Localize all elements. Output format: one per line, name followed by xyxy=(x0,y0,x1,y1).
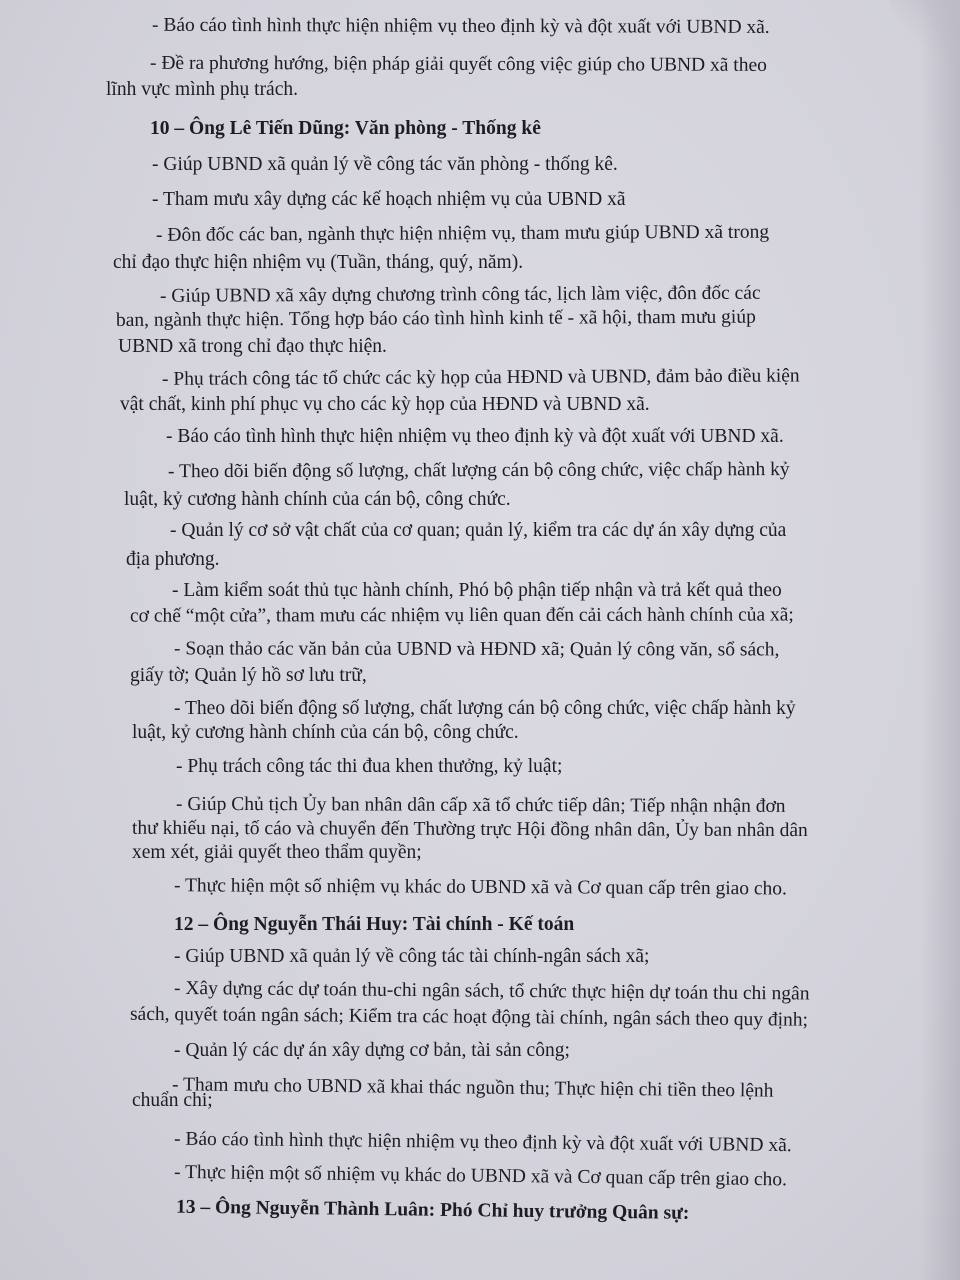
paragraph-line: sách, quyết toán ngân sách; Kiểm tra các hoạt động tài chính, ngân sách theo quy định; xyxy=(129,1003,809,1031)
paragraph-line: - Giúp UBND xã quản lý về công tác văn phòng - thống kê. xyxy=(152,154,618,175)
paragraph-line: - Đề ra phương hướng, biện pháp giải quyết công việc giúp cho UBND xã theo xyxy=(149,52,767,76)
paragraph-line: ban, ngành thực hiện. Tổng hợp báo cáo tình hình kinh tế - xã hội, tham mưu giúp xyxy=(115,306,756,331)
section-heading: 12 – Ông Nguyễn Thái Huy: Tài chính - Kế toán xyxy=(174,914,575,935)
paragraph-line: thư khiếu nại, tố cáo và chuyển đến Thường trực Hội đồng nhân dân, Ủy ban nhân dân xyxy=(131,817,808,842)
paragraph-line: - Báo cáo tình hình thực hiện nhiệm vụ theo định kỳ và đột xuất với UBND xã. xyxy=(166,426,784,447)
paragraph-line: - Phụ trách công tác thi đua khen thưởng, kỷ luật; xyxy=(176,756,563,777)
paragraph-line: - Báo cáo tình hình thực hiện nhiệm vụ theo định kỳ và đột xuất với UBND xã. xyxy=(151,14,770,38)
paragraph-line: - Xây dựng các dự toán thu-chi ngân sách, tổ chức thực hiện dự toán thu chi ngân xyxy=(173,977,810,1005)
paragraph-line: - Phụ trách công tác tổ chức các kỳ họp của HĐND và UBND, đảm bảo điều kiện xyxy=(161,365,800,390)
paragraph-line: lĩnh vực mình phụ trách. xyxy=(106,79,298,100)
paragraph-line: - Giúp UBND xã quản lý về công tác tài chính-ngân sách xã; xyxy=(174,946,650,967)
paragraph-line: luật, kỷ cương hành chính của cán bộ, công chức. xyxy=(132,722,519,743)
paragraph-line: xem xét, giải quyết theo thẩm quyền; xyxy=(132,842,422,863)
paragraph-line: vật chất, kinh phí phục vụ cho các kỳ họp của HĐND và UBND xã. xyxy=(120,394,650,415)
paragraph-line: UBND xã trong chỉ đạo thực hiện. xyxy=(118,336,387,357)
paragraph-line: chuẩn chi; xyxy=(132,1090,213,1111)
paragraph-line: - Quản lý các dự án xây dựng cơ bản, tài sản công; xyxy=(174,1040,570,1061)
paragraph-line: - Giúp UBND xã xây dựng chương trình công tác, lịch làm việc, đôn đốc các xyxy=(159,282,761,307)
paragraph-line: - Giúp Chủ tịch Ủy ban nhân dân cấp xã tổ chức tiếp dân; Tiếp nhận nhận đơn xyxy=(175,793,786,817)
paragraph-line: cơ chế “một cửa”, tham mưu các nhiệm vụ liên quan đến cải cách hành chính của xã; xyxy=(129,604,794,627)
paragraph-line: giấy tờ; Quản lý hồ sơ lưu trữ, xyxy=(130,665,367,686)
paragraph-line: - Quản lý cơ sở vật chất của cơ quan; quản lý, kiểm tra các dự án xây dựng của xyxy=(170,520,787,541)
paragraph-line: - Theo dõi biến động số lượng, chất lượng cán bộ công chức, việc chấp hành kỷ xyxy=(174,698,796,719)
page-edge-shadow xyxy=(920,0,960,1280)
paragraph-line: - Làm kiểm soát thủ tục hành chính, Phó bộ phận tiếp nhận và trả kết quả theo xyxy=(172,580,782,601)
paragraph-line: - Tham mưu xây dựng các kế hoạch nhiệm vụ của UBND xã xyxy=(152,189,626,210)
section-heading: 10 – Ông Lê Tiến Dũng: Văn phòng - Thống kê xyxy=(150,118,541,139)
paragraph-line: - Thực hiện một số nhiệm vụ khác do UBND xã và Cơ quan cấp trên giao cho. xyxy=(173,1161,788,1191)
paragraph-line: - Thực hiện một số nhiệm vụ khác do UBND xã và Cơ quan cấp trên giao cho. xyxy=(173,875,788,900)
paragraph-line: - Soạn thảo các văn bản của UBND và HĐND xã; Quản lý công văn, sổ sách, xyxy=(173,638,780,661)
paragraph-line: địa phương. xyxy=(126,549,220,570)
paragraph-line: - Theo dõi biến động số lượng, chất lượng cán bộ công chức, việc chấp hành kỷ xyxy=(167,459,790,483)
paragraph-line: - Đôn đốc các ban, ngành thực hiện nhiệm vụ, tham mưu giúp UBND xã trong xyxy=(155,221,770,246)
paragraph-line: chỉ đạo thực hiện nhiệm vụ (Tuần, tháng, quý, năm). xyxy=(113,252,524,273)
section-heading: 13 – Ông Nguyễn Thành Luân: Phó Chỉ huy trưởng Quân sự: xyxy=(175,1196,690,1224)
paragraph-line: - Tham mưu cho UBND xã khai thác nguồn thu; Thực hiện chi tiền theo lệnh xyxy=(171,1074,774,1102)
page-corner-shade xyxy=(890,0,960,70)
paragraph-line: - Báo cáo tình hình thực hiện nhiệm vụ theo định kỳ và đột xuất với UBND xã. xyxy=(173,1128,792,1157)
paragraph-line: luật, kỷ cương hành chính của cán bộ, công chức. xyxy=(124,489,511,510)
